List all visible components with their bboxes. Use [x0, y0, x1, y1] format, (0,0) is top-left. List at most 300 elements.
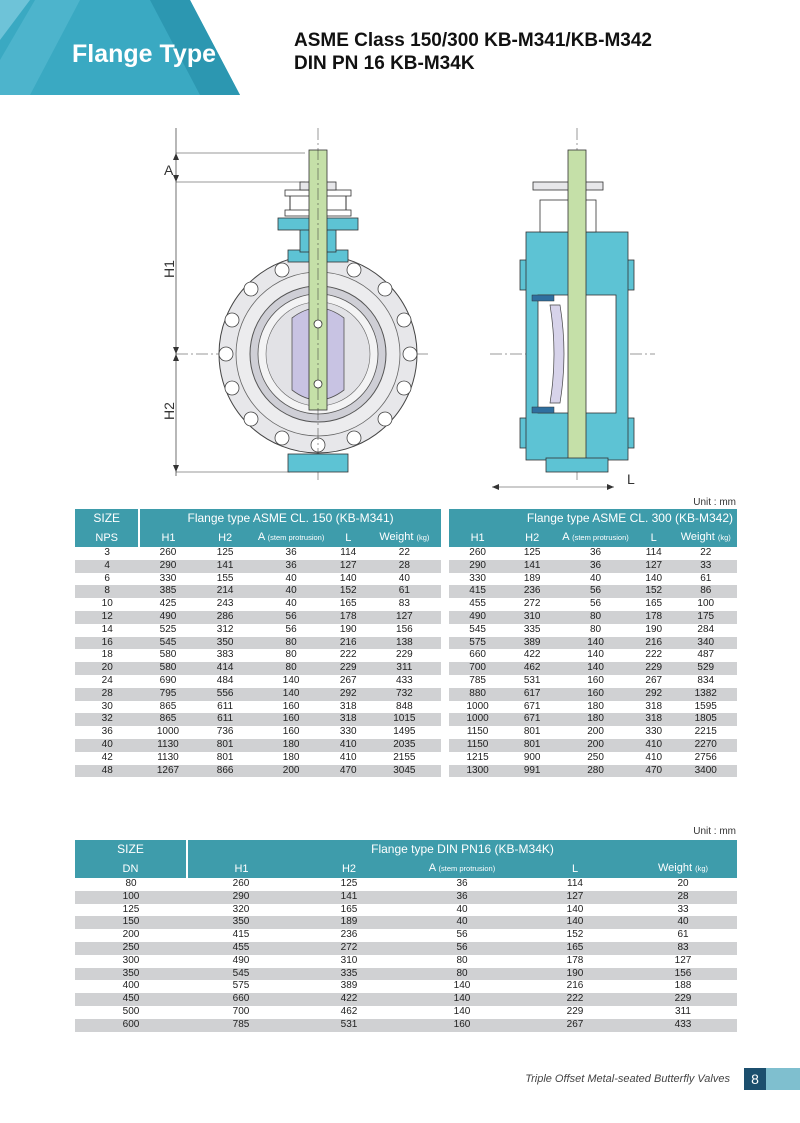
table-cell: 140	[521, 916, 629, 929]
col-h2-din: H2	[295, 859, 403, 878]
table-cell: 575	[449, 637, 506, 650]
table-cell: 56	[254, 611, 329, 624]
table-cell: 732	[368, 688, 441, 701]
table-row	[75, 547, 737, 560]
label-h2: H2	[161, 402, 177, 420]
table-cell: 22	[700, 547, 712, 558]
table-cell: 236	[506, 585, 558, 598]
col-a-300: A (stem protrusion)	[558, 528, 633, 547]
table-cell: 190	[521, 968, 629, 981]
table-cell: 200	[254, 765, 329, 778]
table-cell: 14	[101, 623, 113, 635]
col-l-din: L	[521, 859, 629, 878]
page-bar	[766, 1068, 800, 1090]
table-cell: 160	[587, 674, 604, 686]
table-cell: 160	[254, 713, 329, 726]
table-row	[75, 624, 737, 637]
table-cell: 1000	[156, 726, 180, 738]
table-cell: 140	[254, 688, 329, 701]
table-cell: 1382	[675, 688, 737, 701]
table-cell: 229	[629, 993, 737, 1006]
col-h1-din: H1	[187, 859, 295, 878]
table-cell: 125	[523, 547, 541, 558]
table-row	[75, 598, 737, 611]
table-row	[75, 611, 737, 624]
title-line-2: DIN PN 16 KB-M34K	[294, 53, 475, 74]
table-cell: 611	[217, 700, 234, 712]
table-cell: 292	[633, 688, 675, 701]
table-cell: 36	[589, 547, 602, 558]
table-cell: 141	[295, 891, 403, 904]
table-cell: 284	[697, 623, 715, 635]
table-cell: 33	[677, 903, 689, 915]
table-cell: 450	[75, 993, 187, 1006]
table-cell: 24	[101, 674, 113, 686]
table-cell: 556	[197, 688, 254, 701]
table-row	[75, 688, 737, 701]
table-cell: 3045	[368, 765, 441, 778]
column-gap	[441, 701, 449, 714]
table-cell: 150	[75, 916, 187, 929]
table-cell: 61	[368, 585, 441, 598]
table-cell: 40	[285, 598, 297, 610]
table-cell: 114	[567, 878, 583, 889]
group-asme300: Flange type ASME CL. 300 (KB-M342)	[449, 509, 737, 528]
footer-text: Triple Offset Metal-seated Butterfly Valves	[525, 1073, 730, 1085]
column-gap	[441, 688, 449, 701]
col-weight-din: Weight (kg)	[629, 859, 737, 878]
table-cell: 83	[398, 598, 410, 610]
valve-drawing	[140, 120, 660, 500]
table-cell: 617	[506, 688, 558, 701]
table-cell: 410	[339, 751, 357, 763]
table-cell: 125	[340, 878, 358, 889]
table-cell: 290	[187, 891, 295, 904]
label-l: L	[627, 471, 635, 487]
table-cell: 340	[675, 637, 737, 650]
table-cell: 80	[456, 954, 468, 966]
table-row	[75, 904, 737, 917]
table-cell: 385	[139, 585, 196, 598]
table-cell: 260	[232, 878, 250, 889]
table-cell: 1150	[449, 739, 506, 752]
table-cell: 318	[633, 713, 675, 726]
table-cell: 580	[139, 662, 196, 675]
table-cell: 410	[633, 739, 675, 752]
table-row	[75, 713, 737, 726]
din-spec-table	[75, 840, 737, 1032]
table-cell: 40	[254, 585, 329, 598]
table-cell: 188	[674, 980, 692, 992]
table-cell: 36	[285, 547, 297, 558]
table-cell: 40	[629, 916, 737, 929]
table-cell: 1000	[449, 713, 506, 726]
label-a: A	[164, 162, 174, 178]
column-gap	[441, 637, 449, 650]
table-cell: 100	[697, 598, 715, 610]
label-h1: H1	[161, 260, 177, 278]
table-cell: 36	[456, 878, 468, 889]
table-cell: 229	[566, 1005, 584, 1017]
table-cell: 531	[295, 1019, 403, 1032]
table-row	[75, 637, 737, 650]
column-gap	[441, 598, 449, 611]
table-cell: 127	[368, 611, 441, 624]
table-cell: 700	[449, 662, 506, 675]
table-cell: 545	[187, 968, 295, 981]
table-cell: 229	[633, 662, 675, 675]
table-cell: 86	[675, 585, 737, 598]
table-cell: 330	[469, 572, 486, 584]
table-cell: 335	[523, 623, 541, 635]
table-cell: 12	[75, 611, 139, 624]
table-cell: 250	[587, 751, 604, 763]
table-cell: 2035	[368, 739, 441, 752]
table-cell: 190	[645, 623, 663, 635]
table-cell: 36	[403, 891, 521, 904]
table-cell: 40	[75, 739, 139, 752]
table-cell: 785	[187, 1019, 295, 1032]
table-cell: 490	[232, 954, 250, 966]
table-cell: 260	[159, 547, 177, 558]
table-cell: 414	[197, 662, 254, 675]
table-cell: 383	[216, 649, 234, 661]
table-cell: 490	[139, 611, 196, 624]
table-cell: 330	[339, 726, 357, 738]
table-cell: 222	[521, 993, 629, 1006]
table-cell: 40	[456, 903, 468, 915]
table-cell: 165	[521, 942, 629, 955]
table-cell: 425	[159, 598, 177, 610]
asme-spec-table	[75, 509, 737, 777]
column-gap	[441, 547, 449, 560]
table-cell: 529	[675, 662, 737, 675]
col-h1-300: H1	[449, 528, 506, 547]
table-row	[75, 993, 737, 1006]
table-cell: 272	[295, 942, 403, 955]
table-cell: 700	[232, 1005, 250, 1017]
table-cell: 455	[469, 598, 486, 610]
table-cell: 2155	[393, 751, 416, 763]
table-cell: 671	[523, 700, 541, 712]
column-gap	[441, 675, 449, 688]
table-cell: 28	[75, 688, 139, 701]
table-cell: 866	[197, 765, 254, 778]
table-cell: 200	[122, 929, 140, 941]
table-cell: 462	[506, 662, 558, 675]
table-cell: 470	[633, 765, 675, 778]
table-cell: 1495	[393, 726, 416, 738]
table-cell: 801	[506, 739, 558, 752]
table-cell: 290	[449, 560, 506, 573]
column-gap	[441, 585, 449, 598]
col-dn: DN	[75, 859, 187, 878]
table-cell: 580	[159, 649, 177, 661]
side-view	[490, 128, 655, 490]
table-cell: 200	[558, 739, 633, 752]
table-cell: 140	[587, 649, 604, 661]
table-cell: 1015	[368, 713, 441, 726]
col-nps: NPS	[75, 528, 139, 547]
table-cell: 190	[339, 623, 357, 635]
table-row	[75, 878, 737, 891]
table-row	[75, 675, 737, 688]
table-cell: 311	[675, 1005, 691, 1017]
table-cell: 140	[453, 1005, 471, 1017]
table-cell: 140	[453, 980, 471, 992]
column-gap	[441, 752, 449, 765]
table-cell: 83	[629, 942, 737, 955]
table-cell: 80	[125, 878, 137, 889]
table-cell: 2756	[694, 751, 717, 763]
table-cell: 229	[329, 662, 368, 675]
table-cell: 127	[633, 560, 675, 573]
table-cell: 690	[159, 674, 177, 686]
table-cell: 433	[396, 674, 413, 686]
table-cell: 2215	[694, 726, 717, 738]
table-cell: 801	[216, 751, 234, 763]
table-cell: 160	[558, 688, 633, 701]
table-cell: 795	[139, 688, 196, 701]
table-cell: 180	[587, 700, 604, 712]
page-title	[294, 29, 652, 75]
table-cell: 1267	[139, 765, 196, 778]
col-l-300: L	[633, 528, 675, 547]
table-cell: 20	[75, 662, 139, 675]
table-cell: 156	[629, 968, 737, 981]
table-cell: 40	[398, 572, 410, 584]
table-row	[75, 929, 737, 942]
table-cell: 848	[396, 700, 413, 712]
table-cell: 20	[677, 878, 689, 889]
table-cell: 180	[558, 713, 633, 726]
table-cell: 410	[329, 739, 368, 752]
table-cell: 141	[197, 560, 254, 573]
table-cell: 1595	[694, 700, 717, 712]
table-cell: 455	[187, 942, 295, 955]
table-cell: 114	[340, 547, 357, 558]
table-row	[75, 701, 737, 714]
table-cell: 400	[122, 980, 140, 992]
table-cell: 8	[75, 585, 139, 598]
table-cell: 189	[523, 572, 541, 584]
table-row	[75, 1019, 737, 1032]
table-cell: 40	[589, 572, 602, 584]
table-cell: 56	[589, 598, 602, 610]
table-cell: 175	[675, 611, 737, 624]
table-cell: 36	[254, 560, 329, 573]
table-cell: 140	[282, 674, 300, 686]
table-cell: 865	[139, 713, 196, 726]
table-cell: 671	[506, 713, 558, 726]
table-cell: 267	[645, 674, 663, 686]
col-l: L	[329, 528, 368, 547]
table-cell: 80	[254, 637, 329, 650]
unit-label-2: Unit : mm	[693, 826, 736, 837]
table-cell: 350	[75, 968, 187, 981]
table-row	[75, 739, 737, 752]
table-cell: 140	[339, 572, 357, 584]
column-gap	[441, 624, 449, 637]
table-cell: 56	[456, 929, 468, 941]
column-gap	[441, 611, 449, 624]
table-cell: 286	[197, 611, 254, 624]
column-gap	[441, 649, 449, 662]
table-cell: 6	[104, 572, 110, 584]
table-cell: 736	[216, 726, 234, 738]
table-cell: 545	[469, 623, 486, 635]
table-cell: 462	[340, 1005, 358, 1017]
table-cell: 272	[523, 598, 541, 610]
column-gap	[441, 739, 449, 752]
table-row	[75, 726, 737, 739]
table-row	[75, 752, 737, 765]
table-cell: 310	[340, 954, 358, 966]
table-cell: 140	[558, 662, 633, 675]
col-h2-300: H2	[506, 528, 558, 547]
table-cell: 80	[403, 968, 521, 981]
table-cell: 189	[295, 916, 403, 929]
table-row	[75, 955, 737, 968]
table-cell: 32	[75, 713, 139, 726]
table-cell: 140	[558, 637, 633, 650]
table-cell: 61	[700, 572, 712, 584]
table-cell: 310	[506, 611, 558, 624]
table-cell: 350	[197, 637, 254, 650]
col-h2: H2	[197, 528, 254, 547]
table-cell: 1000	[466, 700, 489, 712]
table-cell: 318	[329, 713, 368, 726]
table-row	[75, 573, 737, 586]
table-cell: 250	[75, 942, 187, 955]
table-cell: 4	[75, 560, 139, 573]
table-cell: 900	[523, 751, 541, 763]
table-cell: 260	[469, 547, 486, 558]
table-cell: 160	[282, 726, 300, 738]
table-cell: 318	[645, 700, 663, 712]
table-cell: 330	[159, 572, 177, 584]
col-weight: Weight (kg)	[368, 528, 441, 547]
table-cell: 470	[329, 765, 368, 778]
table-cell: 1300	[449, 765, 506, 778]
table-cell: 127	[329, 560, 368, 573]
col-size: SIZE	[75, 509, 139, 528]
table-cell: 243	[216, 598, 234, 610]
table-cell: 100	[75, 891, 187, 904]
table-cell: 80	[285, 649, 297, 661]
table-row	[75, 916, 737, 929]
table-cell: 127	[521, 891, 629, 904]
table-cell: 801	[523, 726, 541, 738]
section-title: Flange Type	[72, 40, 217, 68]
title-line-1: ASME Class 150/300 KB-M341/KB-M342	[294, 30, 652, 51]
table-cell: 1130	[157, 751, 179, 763]
col-a-din: A (stem protrusion)	[403, 859, 521, 878]
table-cell: 178	[329, 611, 368, 624]
table-cell: 236	[340, 929, 358, 941]
table-cell: 318	[339, 700, 357, 712]
table-cell: 48	[75, 765, 139, 778]
table-cell: 216	[633, 637, 675, 650]
table-cell: 410	[645, 751, 663, 763]
page-number: 8	[744, 1068, 766, 1090]
col-a: A (stem protrusion)	[254, 528, 329, 547]
table-cell: 140	[645, 572, 663, 584]
table-cell: 180	[282, 751, 300, 763]
table-cell: 22	[398, 547, 410, 558]
table-cell: 155	[216, 572, 234, 584]
table-cell: 160	[403, 1019, 521, 1032]
table-row	[75, 980, 737, 993]
col-h1: H1	[139, 528, 196, 547]
group-asme150: Flange type ASME CL. 150 (KB-M341)	[139, 509, 440, 528]
table-cell: 165	[340, 903, 358, 915]
table-cell: 156	[396, 623, 413, 635]
table-cell: 178	[633, 611, 675, 624]
table-row	[75, 585, 737, 598]
table-cell: 114	[645, 547, 662, 558]
table-cell: 422	[295, 993, 403, 1006]
table-cell: 152	[566, 929, 584, 941]
table-cell: 335	[295, 968, 403, 981]
table-cell: 165	[645, 598, 663, 610]
table-cell: 178	[566, 954, 584, 966]
table-cell: 125	[216, 547, 234, 558]
table-cell: 141	[506, 560, 558, 573]
table-cell: 222	[645, 649, 663, 661]
table-cell: 500	[122, 1005, 140, 1017]
table-cell: 152	[329, 585, 368, 598]
table-cell: 611	[197, 713, 254, 726]
table-cell: 80	[589, 623, 602, 635]
table-cell: 28	[629, 891, 737, 904]
table-cell: 125	[122, 903, 140, 915]
table-cell: 229	[396, 649, 413, 661]
table-cell: 140	[566, 903, 584, 915]
table-cell: 40	[403, 916, 521, 929]
table-cell: 350	[187, 916, 295, 929]
table-cell: 531	[523, 674, 541, 686]
table-cell: 267	[339, 674, 357, 686]
column-gap	[441, 713, 449, 726]
table-cell: 165	[339, 598, 357, 610]
table-cell: 312	[216, 623, 234, 635]
col-weight-300: Weight (kg)	[675, 528, 737, 547]
column-gap	[441, 560, 449, 573]
table-cell: 267	[521, 1019, 629, 1032]
table-cell: 801	[197, 739, 254, 752]
table-cell: 200	[587, 726, 604, 738]
table-cell: 36	[101, 726, 113, 738]
table-cell: 80	[558, 611, 633, 624]
table-cell: 28	[368, 560, 441, 573]
table-cell: 80	[254, 662, 329, 675]
table-cell: 292	[329, 688, 368, 701]
table-cell: 127	[674, 954, 692, 966]
table-cell: 415	[449, 585, 506, 598]
group-din: Flange type DIN PN16 (KB-M34K)	[187, 840, 737, 859]
table-cell: 880	[449, 688, 506, 701]
col-size-din: SIZE	[75, 840, 187, 859]
table-cell: 33	[675, 560, 737, 573]
table-cell: 389	[506, 637, 558, 650]
front-view	[161, 128, 430, 480]
table-cell: 545	[139, 637, 196, 650]
table-cell: 16	[75, 637, 139, 650]
table-cell: 834	[697, 674, 715, 686]
table-cell: 433	[629, 1019, 737, 1032]
table-cell: 575	[232, 980, 250, 992]
